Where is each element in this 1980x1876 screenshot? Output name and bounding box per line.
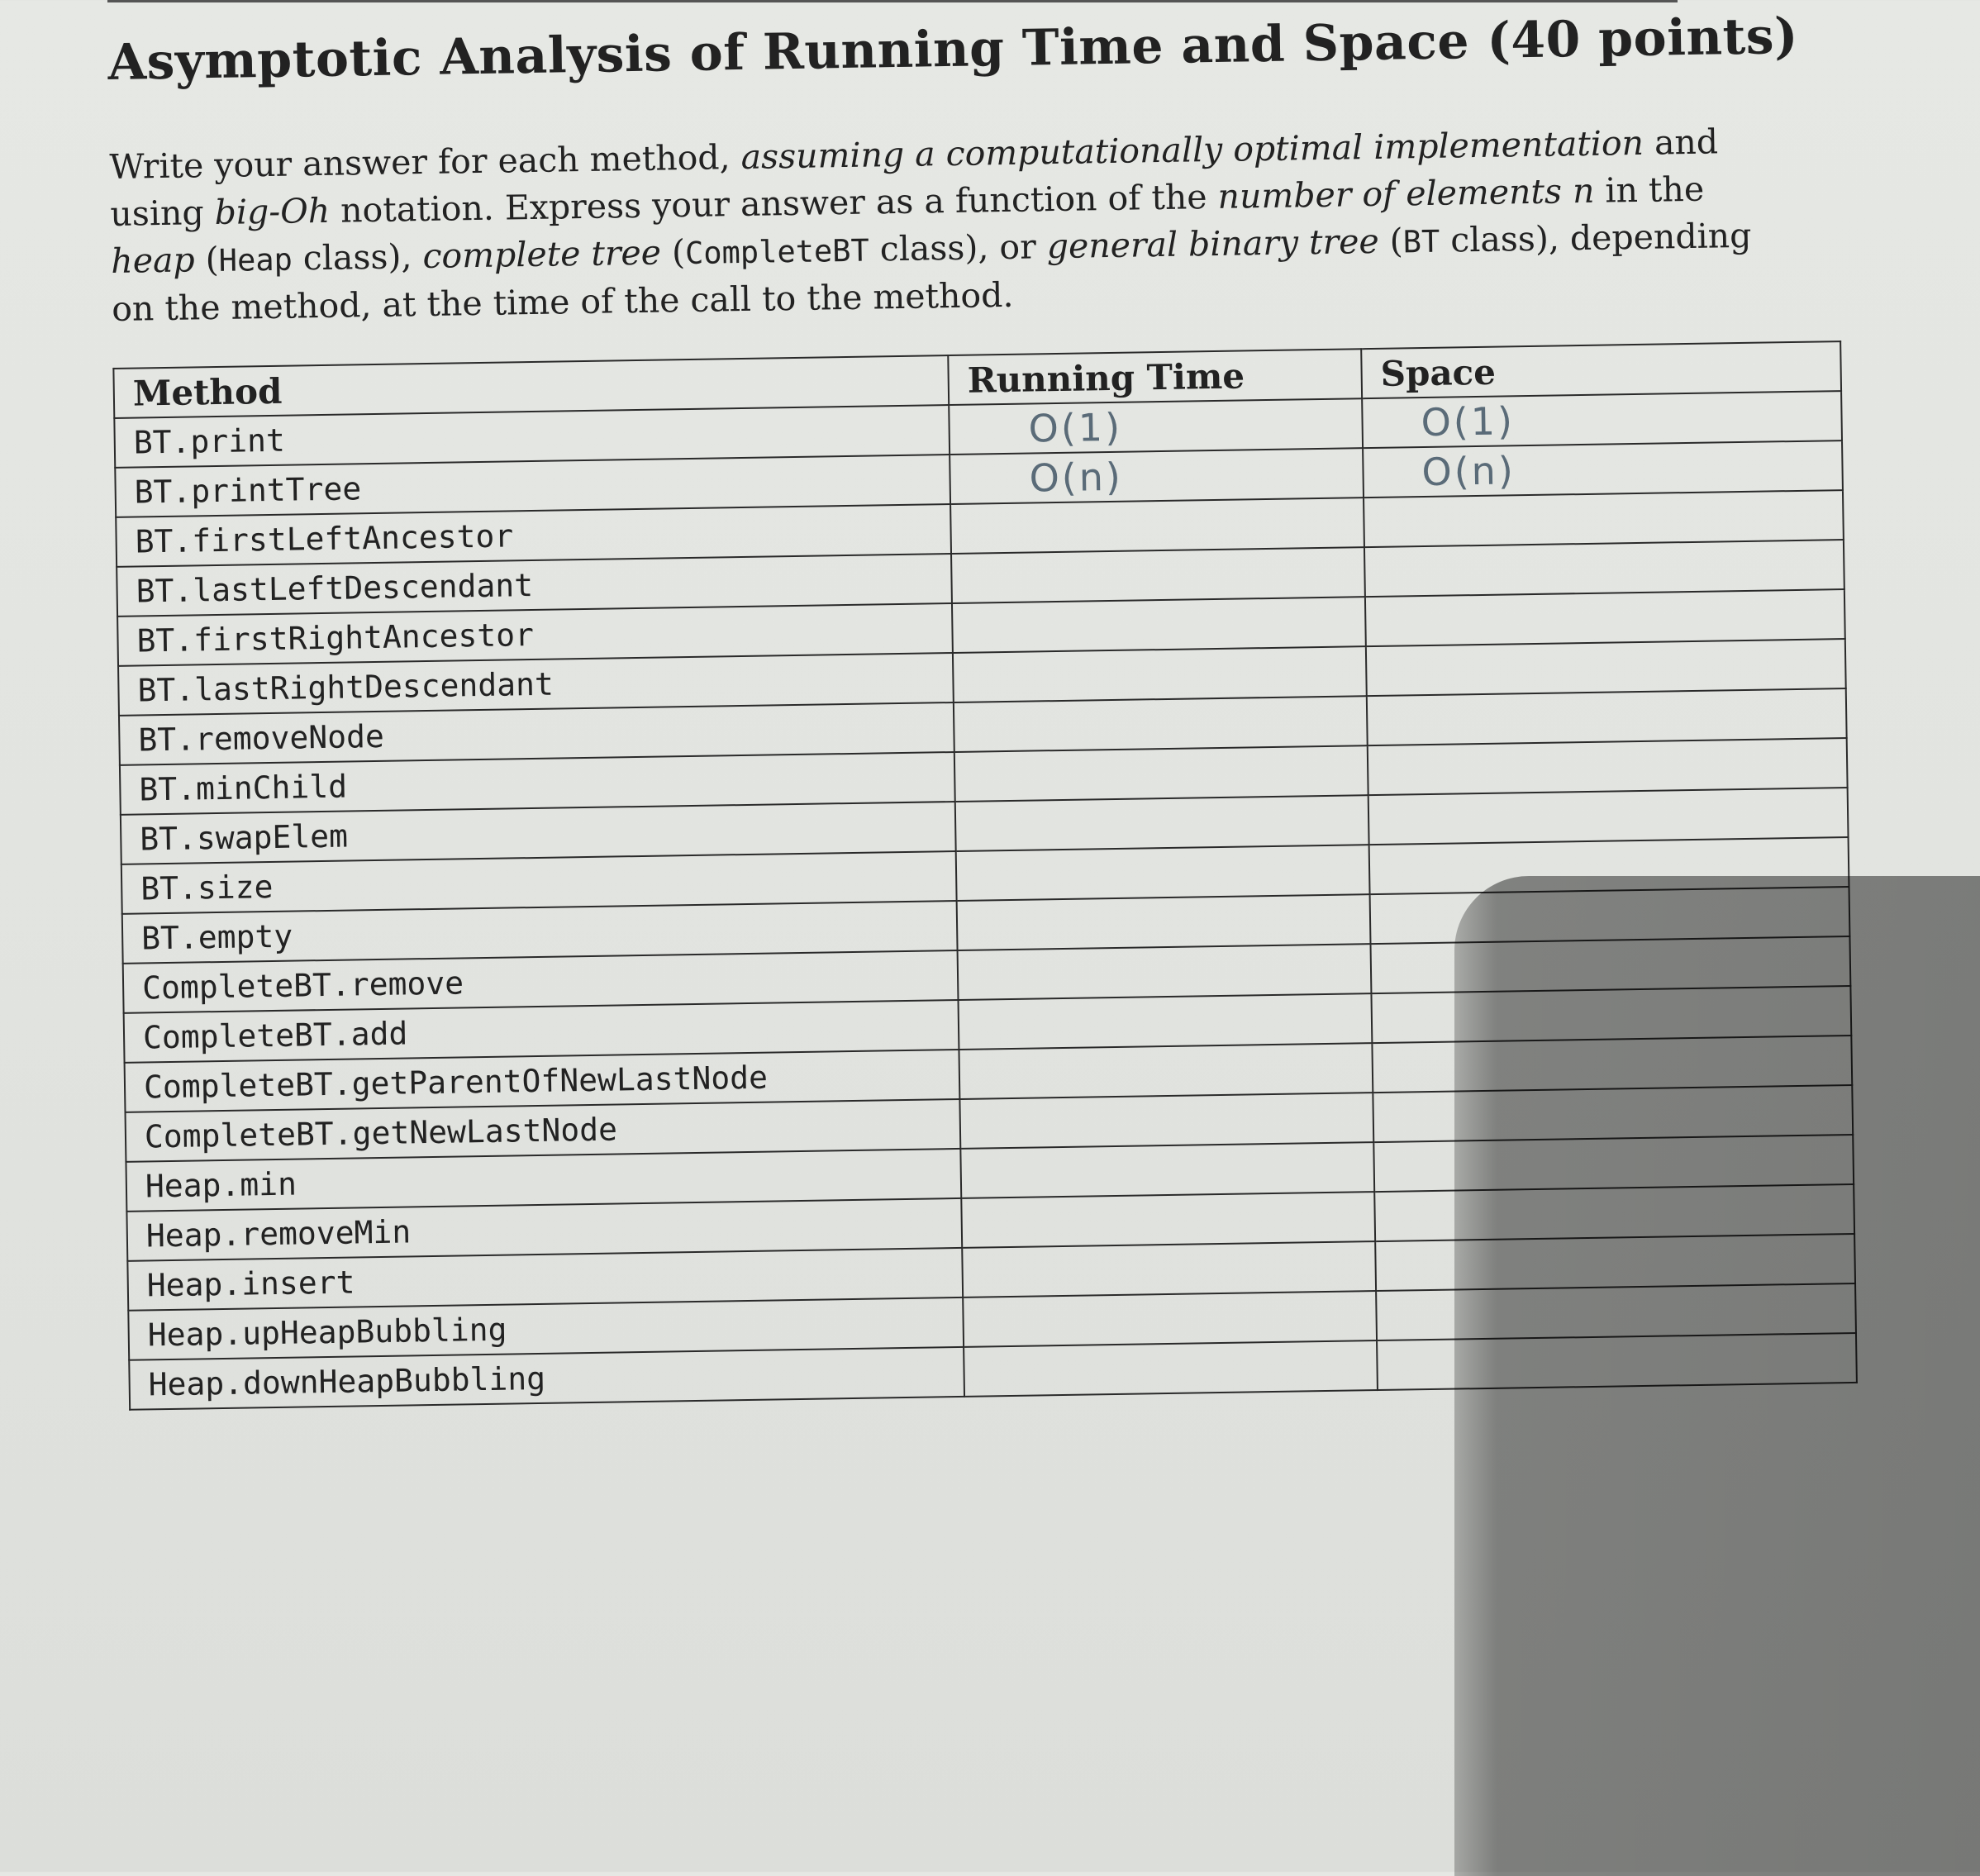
- running-time-answer[interactable]: O(n): [950, 448, 1364, 504]
- method-cell: Heap.removeMin: [126, 1198, 962, 1261]
- space-answer[interactable]: [1373, 1085, 1853, 1142]
- header-running-time: Running Time: [948, 349, 1362, 405]
- running-time-answer[interactable]: [959, 1043, 1373, 1099]
- method-cell: Heap.min: [126, 1149, 961, 1212]
- method-cell: BT.minChild: [120, 752, 955, 815]
- exam-page: [107, 6, 1864, 1411]
- method-cell: Heap.upHeapBubbling: [128, 1297, 964, 1360]
- intro-text: class), or: [869, 226, 1048, 269]
- intro-text: class), depending on the method, at the time of the call to the method.: [111, 215, 1752, 329]
- space-answer[interactable]: [1365, 589, 1845, 646]
- running-time-answer[interactable]: [950, 498, 1364, 554]
- space-answer[interactable]: [1370, 887, 1850, 944]
- method-cell: BT.swapElem: [121, 802, 956, 864]
- running-time-answer[interactable]: [954, 745, 1368, 802]
- method-cell: CompleteBT.add: [124, 1000, 959, 1063]
- intro-code: Heap: [218, 241, 293, 279]
- methods-table: [112, 340, 1858, 1411]
- running-time-answer[interactable]: [958, 944, 1372, 1000]
- method-cell: BT.lastLeftDescendant: [117, 554, 952, 617]
- intro-emphasis: number of elements n: [1217, 170, 1595, 217]
- header-space: Space: [1361, 341, 1841, 398]
- intro-text: and using: [110, 121, 1719, 234]
- running-time-answer[interactable]: [961, 1192, 1375, 1248]
- intro-text: (: [194, 239, 220, 280]
- running-time-answer[interactable]: [959, 1093, 1373, 1149]
- method-cell: BT.empty: [122, 901, 958, 964]
- running-time-answer[interactable]: [957, 894, 1371, 950]
- intro-text: (: [1378, 221, 1404, 261]
- space-answer[interactable]: [1374, 1184, 1854, 1241]
- space-answer[interactable]: [1366, 639, 1846, 696]
- running-time-answer[interactable]: [951, 547, 1365, 603]
- space-answer[interactable]: [1373, 1135, 1854, 1192]
- intro-text: class),: [292, 236, 423, 279]
- method-cell: BT.printTree: [115, 455, 950, 517]
- intro-emphasis: big-Oh: [214, 190, 331, 232]
- method-cell: BT.print: [114, 405, 950, 468]
- space-answer[interactable]: [1371, 936, 1851, 993]
- space-answer[interactable]: [1368, 738, 1848, 795]
- space-answer[interactable]: [1371, 986, 1851, 1043]
- intro-text: Write your answer for each method,: [109, 136, 741, 187]
- space-answer[interactable]: [1377, 1333, 1857, 1390]
- running-time-answer[interactable]: [955, 795, 1369, 851]
- space-answer[interactable]: [1367, 688, 1847, 745]
- intro-text: in the: [1594, 169, 1705, 211]
- intro-emphasis: heap: [110, 240, 196, 281]
- space-answer[interactable]: [1372, 1036, 1852, 1093]
- method-cell: CompleteBT.remove: [123, 950, 959, 1013]
- running-time-answer[interactable]: [964, 1340, 1378, 1397]
- running-time-answer[interactable]: [962, 1241, 1376, 1297]
- intro-emphasis: general binary tree: [1046, 221, 1380, 267]
- header-method: Method: [113, 355, 949, 418]
- top-rule: [107, 0, 1678, 2]
- running-time-answer[interactable]: [954, 696, 1368, 752]
- space-answer[interactable]: [1369, 837, 1849, 894]
- method-cell: BT.removeNode: [119, 702, 954, 765]
- running-time-answer[interactable]: [963, 1291, 1377, 1347]
- running-time-answer[interactable]: [956, 845, 1370, 901]
- intro-text: (: [660, 232, 686, 273]
- space-answer[interactable]: O(1): [1362, 391, 1842, 448]
- space-answer[interactable]: [1376, 1283, 1856, 1340]
- intro-emphasis: complete tree: [422, 232, 662, 277]
- method-cell: BT.firstRightAncestor: [117, 603, 953, 666]
- intro-code: CompleteBT: [684, 232, 870, 272]
- intro-text: notation. Express your answer as a function of the: [329, 176, 1218, 231]
- running-time-answer[interactable]: [952, 597, 1366, 653]
- running-time-answer[interactable]: [960, 1142, 1374, 1198]
- running-time-answer[interactable]: [953, 646, 1367, 702]
- method-cell: BT.firstLeftAncestor: [116, 504, 951, 567]
- intro-emphasis: assuming a computationally optimal implementation: [740, 122, 1644, 177]
- method-cell: BT.lastRightDescendant: [118, 653, 954, 716]
- running-time-answer[interactable]: O(1): [949, 398, 1363, 455]
- method-cell: CompleteBT.getParentOfNewLastNode: [125, 1050, 960, 1112]
- intro-code: BT: [1402, 223, 1440, 260]
- space-answer[interactable]: [1364, 540, 1844, 597]
- space-answer[interactable]: [1368, 788, 1849, 845]
- running-time-answer[interactable]: [959, 993, 1373, 1050]
- space-answer[interactable]: [1375, 1234, 1855, 1291]
- method-cell: CompleteBT.getNewLastNode: [126, 1099, 961, 1162]
- method-cell: Heap.downHeapBubbling: [129, 1347, 964, 1410]
- method-cell: BT.size: [121, 851, 957, 914]
- instructions-paragraph: [109, 118, 1756, 333]
- method-cell: Heap.insert: [127, 1248, 963, 1311]
- space-answer[interactable]: O(n): [1363, 440, 1843, 498]
- page-title: Asymptotic Analysis of Running Time and Space (40 points): [107, 7, 1799, 92]
- space-answer[interactable]: [1364, 490, 1844, 547]
